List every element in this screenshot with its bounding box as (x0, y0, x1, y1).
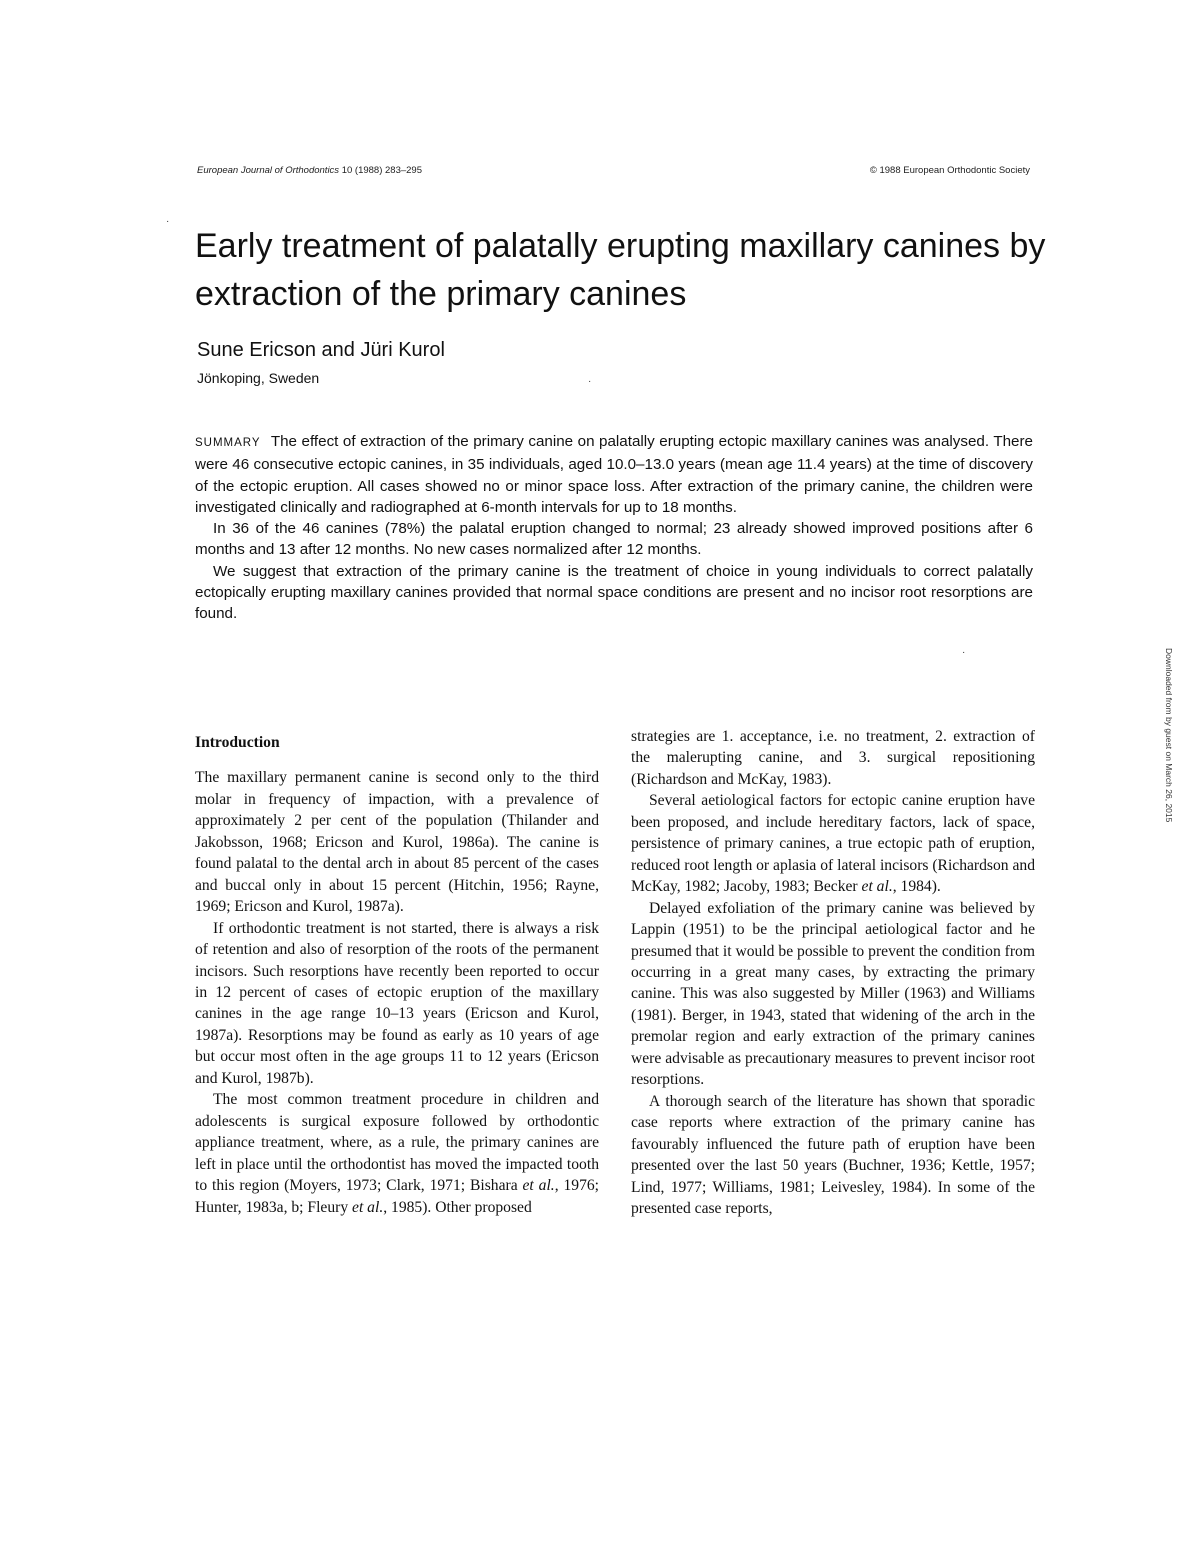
article-authors: Sune Ericson and Jüri Kurol (197, 339, 445, 361)
running-head-copyright: © 1988 European Orthodontic Society (869, 165, 1030, 176)
journal-name: European Journal of Orthodontics (197, 165, 340, 176)
abstract-paragraph: In 36 of the 46 canines (78%) the palatal eruption changed to normal; 23 already showed improved positions after 6 months and 13 after 12 months. No new cases normalized after 12 months. (195, 520, 1033, 559)
stray-mark: · (962, 647, 966, 658)
body-text: , 1985). Other proposed (383, 1198, 532, 1216)
et-al: et al. (352, 1198, 384, 1216)
body-paragraph (195, 1089, 599, 1218)
author-affiliation: Jönkoping, Sweden (197, 370, 320, 386)
abstract-paragraph: We suggest that extraction of the primary canine is the treatment of choice in young individuals to correct palatally ectopically erupting maxillary canines provided that normal space conditions are present and no incisor root resorptions are found. (195, 562, 1033, 623)
body-paragraph: strategies are 1. acceptance, i.e. no treatment, 2. extraction of the malerupting canine, and 3. surgical repositioning (Richardson and McKay, 1983). (631, 728, 1035, 788)
body-text: The most common treatment procedure in children and adolescents is surgical exposure followed by orthodontic appliance treatment, where, as a rule, the primary canines are left in place until the orthodontist has moved the impacted tooth to this region (Moyers, 1973; Clark, 1971; Bishara (195, 1091, 599, 1195)
stray-mark: · (166, 216, 170, 227)
stray-mark: · (588, 376, 592, 387)
download-watermark: Downloaded from by guest on March 26, 2015 (1164, 648, 1174, 823)
body-text: , 1984). (892, 878, 941, 896)
abstract-text: The effect of extraction of the primary canine on palatally erupting ectopic maxillary canines was analysed. There were 46 consecutive ectopic canines, in 35 individuals, aged 10.0–13.0 years (mean age 11.4 years) at the time of discovery of the ectopic eruption. All cases showed no or minor space loss. After extraction of the primary canine, the children were investigated clinically and radiographed at 6-month intervals for up to 18 months. (195, 433, 1034, 516)
body-paragraph: A thorough search of the literature has shown that sporadic case reports where extraction of the primary canine has favourably influenced the future path of eruption have been presented over the last 50 years (Buchner, 1936; Kettle, 1957; Lind, 1977; Williams, 1981; Leivesley, 1984). In some of the presented case reports, (631, 1092, 1035, 1217)
body-column-right (631, 726, 1035, 1219)
body-column-left (195, 726, 599, 1218)
article-title: Early treatment of palatally erupting maxillary canines by extraction of the primary canines (195, 227, 1046, 313)
body-paragraph: If orthodontic treatment is not started, there is always a risk of retention and also of resorption of the roots of the permanent incisors. Such resorptions have recently been reported to occur in 12 percent of cases of ectopic eruption of the maxillary canines in the age range 10–13 years (Ericson and Kurol, 1987a). Resorptions may be found as early as 10 years of age but occur most often in the age groups 11 to 12 years (Ericson and Kurol, 1987b). (195, 919, 599, 1087)
et-al: et al. (522, 1177, 555, 1195)
body-paragraph: The maxillary permanent canine is second only to the third molar in frequency of impaction, with a prevalence of approximately 2 per cent of the population (Thilander and Jakobsson, 1968; Ericson and Kurol, 1986a). The canine is found palatal to the dental arch in about 85 percent of the cases and buccal only in about 15 percent (Hitchin, 1956; Rayne, 1969; Ericson and Kurol, 1987a). (195, 769, 599, 916)
body-text: , 1976; Hunter, 1983a, b; Fleury (195, 1177, 599, 1216)
abstract-label: SUMMARY (195, 437, 261, 449)
journal-citation: 10 (1988) 283–295 (341, 165, 422, 176)
body-paragraph (631, 790, 1035, 897)
body-text: Several aetiological factors for ectopic canine eruption have been proposed, and include hereditary factors, lack of space, persistence of primary canines, a true ectopic path of eruption, reduced root length or aplasia of lateral incisors (Richardson and McKay, 1982; Jacoby, 1983; Becker (631, 792, 1035, 896)
body-paragraph: Delayed exfoliation of the primary canine was believed by Lappin (1951) to be the principal aetiological factor and he presumed that it would be possible to prevent the condition from occurring in a great many cases, by extracting the primary canine. This was also suggested by Miller (1963) and Williams (1981). Berger, in 1943, stated that widening of the arch in the premolar region and early extraction of the primary canines were advisable as precautionary measures to prevent incisor root resorptions. (631, 899, 1035, 1089)
abstract (195, 431, 1033, 625)
running-head-journal (197, 165, 422, 176)
section-heading-introduction: Introduction (195, 734, 280, 751)
et-al: et al. (861, 878, 893, 896)
abstract-paragraph (195, 431, 1033, 518)
